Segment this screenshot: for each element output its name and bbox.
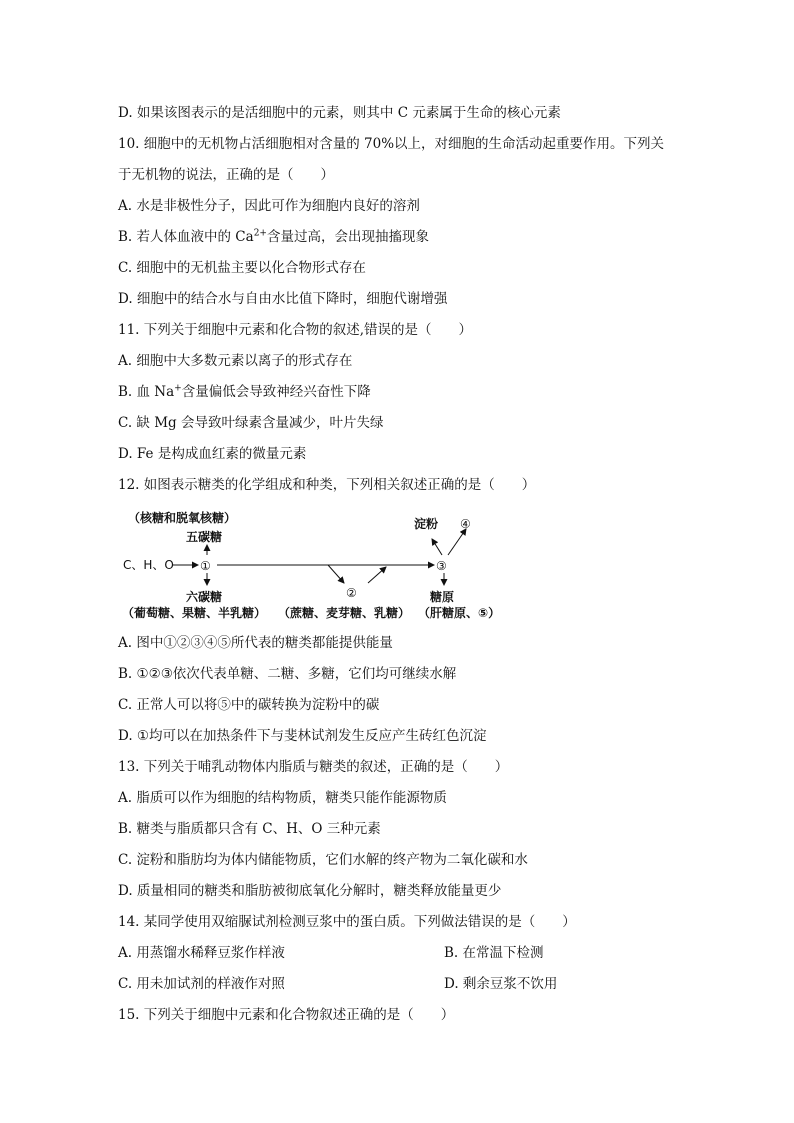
q13-option-b: B. 糖类与脂质都只含有 C、H、O 三种元素 [118, 821, 381, 837]
elements-label: C、H、O [123, 558, 174, 572]
q12-stem: 12. 如图表示糖类的化学组成和种类，下列相关叙述正确的是（ ） [118, 477, 536, 493]
q10-stem-line2: 于无机物的说法，正确的是（ ） [118, 167, 334, 183]
q11-option-c: C. 缺 Mg 会导致叶绿素含量减少，叶片失绿 [118, 415, 384, 431]
q12-option-b: B. ①②③依次代表单糖、二糖、多糖，它们均可继续水解 [118, 666, 457, 682]
starch-label: 淀粉 [414, 517, 439, 531]
q11-stem: 11. 下列关于细胞中元素和化合物的叙述,错误的是（ ） [118, 322, 473, 338]
node-3: ③ [436, 559, 447, 573]
q12-option-d: D. ①均可以在加热条件下与斐林试剂发生反应产生砖红色沉淀 [118, 728, 487, 744]
q12-option-a: A. 图中①②③④⑤所代表的糖类都能提供能量 [118, 635, 393, 651]
arrow-3-to-starch [432, 539, 442, 555]
hexose-note: （葡萄糖、果糖、半乳糖） [122, 606, 267, 620]
hexose-label: 六碳糖 [186, 590, 223, 604]
q14-option-c: C. 用未加试剂的样液作对照 [118, 976, 285, 992]
q11-option-a: A. 细胞中大多数元素以离子的形式存在 [118, 353, 353, 369]
q10-option-b-text2: 含量过高，会出现抽搐现象 [266, 229, 429, 245]
q11-option-d: D. Fe 是构成血红素的微量元素 [118, 446, 307, 462]
q10-option-c: C. 细胞中的无机盐主要以化合物形式存在 [118, 260, 366, 276]
q10-option-a: A. 水是非极性分子，因此可作为细胞内良好的溶剂 [118, 198, 420, 214]
q11-option-b-text: B. 血 Na [118, 384, 175, 400]
q13-stem: 13. 下列关于哺乳动物体内脂质与糖类的叙述，正确的是（ ） [118, 759, 509, 775]
disaccharide-note: （蔗糖、麦芽糖、乳糖） [278, 606, 411, 620]
ca-charge: 2+ [253, 228, 267, 239]
q11-option-b-text2: 含量偏低会导致神经兴奋性下降 [181, 384, 371, 400]
node-4: ④ [460, 517, 471, 531]
q14-stem: 14. 某同学使用双缩脲试剂检测豆浆中的蛋白质。下列做法错误的是（ ） [118, 914, 576, 930]
arrow-to-2 [328, 565, 344, 583]
q10-option-b [118, 227, 429, 247]
glycogen-note: （肝糖原、⑤） [418, 606, 501, 620]
arrow-3-to-4 [448, 529, 466, 555]
q13-option-a: A. 脂质可以作为细胞的结构物质，糖类只能作能源物质 [118, 790, 447, 806]
q15-stem: 15. 下列关于细胞中元素和化合物叙述正确的是（ ） [118, 1007, 455, 1023]
q10-option-b-text: B. 若人体血液中的 Ca [118, 229, 254, 245]
q14-option-d: D. 剩余豆浆不饮用 [444, 976, 558, 992]
node-1: ① [200, 559, 211, 573]
q14-option-b: B. 在常温下检测 [444, 945, 544, 961]
arrow-2-up [368, 567, 386, 583]
q14-option-a: A. 用蒸馏水稀释豆浆作样液 [118, 945, 285, 961]
q10-stem-line1: 10. 细胞中的无机物占活细胞相对含量的 70%以上，对细胞的生命活动起重要作用。下列关 [118, 136, 665, 152]
q11-option-b [118, 382, 371, 402]
q10-option-d: D. 细胞中的结合水与自由水比值下降时，细胞代谢增强 [118, 291, 448, 307]
q9-option-d: D. 如果该图表示的是活细胞中的元素，则其中 C 元素属于生命的核心元素 [118, 105, 561, 121]
pentose-label: 五碳糖 [186, 530, 223, 544]
sugar-classification-diagram [118, 505, 678, 625]
q13-option-d: D. 质量相同的糖类和脂肪被彻底氧化分解时，糖类释放能量更少 [118, 883, 502, 899]
glycogen-label: 糖原 [430, 590, 455, 604]
q12-option-c: C. 正常人可以将⑤中的碳转换为淀粉中的碳 [118, 697, 380, 713]
na-charge: + [174, 383, 182, 394]
node-2: ② [346, 586, 357, 600]
pentose-note: （核糖和脱氧核糖） [128, 511, 237, 525]
q13-option-c: C. 淀粉和脂肪均为体内储能物质，它们水解的终产物为二氧化碳和水 [118, 852, 528, 868]
